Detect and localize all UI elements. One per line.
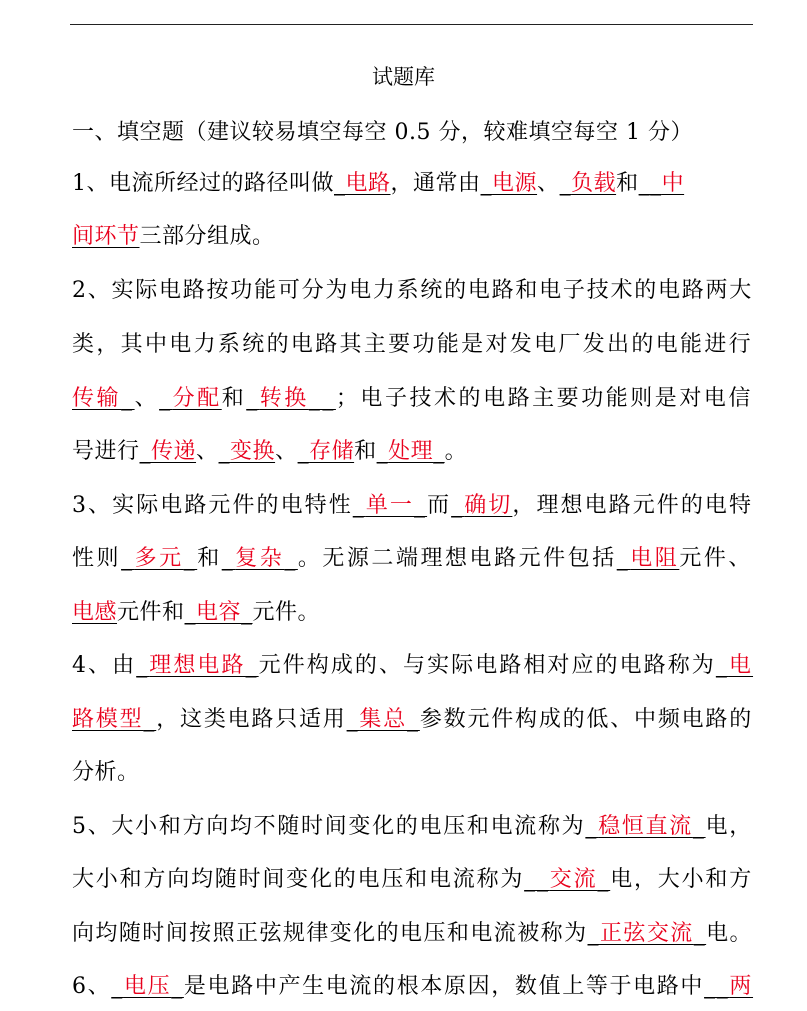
question-text-span: 元件。 — [252, 600, 321, 625]
header-rule — [70, 24, 753, 25]
question-text-span: 号进行 — [72, 439, 140, 464]
answer-text: 稳恒直流 — [598, 814, 693, 839]
question-text-span: 分析。 — [72, 760, 140, 785]
text-line — [72, 810, 753, 844]
answer-text: 路模型 — [72, 707, 144, 732]
blank-underline: _ — [284, 546, 298, 571]
answer-text: 交流 — [549, 867, 598, 892]
answer-text: 存储 — [309, 439, 355, 464]
blank-underline: _ — [692, 814, 706, 839]
blank-underline: _ — [246, 386, 260, 411]
question-text-span: 1、电流所经过的路径叫做 — [72, 171, 334, 196]
blank-underline: _ — [334, 171, 346, 196]
question-text-span: 元件和 — [117, 600, 185, 625]
text-line — [72, 489, 753, 523]
text-line — [72, 756, 140, 790]
blank-underline: _ — [451, 493, 465, 518]
blank-underline: _ — [297, 439, 310, 464]
text-line — [72, 167, 684, 201]
answer-text: 电容 — [196, 600, 242, 625]
blank-underline: __ — [524, 867, 550, 892]
text-line — [72, 328, 753, 362]
blank-underline: __ — [704, 974, 730, 999]
question-text-span: 。 — [444, 439, 468, 464]
question-text-span: ；电子技术的电路主要功能则是对电信 — [335, 386, 753, 411]
question-text-span: 、 — [196, 439, 219, 464]
question-text-span: 是电路中产生电流的根本原因，数值上等于电路中 — [183, 974, 705, 999]
blank-underline: _ — [480, 171, 493, 196]
blank-underline: _ — [559, 171, 572, 196]
question-text-span: 、 — [275, 439, 298, 464]
blank-underline: _ — [218, 439, 231, 464]
blank-underline: _ — [136, 653, 150, 678]
question-text-span: 4、由 — [72, 653, 137, 678]
answer-text: 单一 — [365, 493, 414, 518]
question-text-span: 和 — [354, 439, 377, 464]
blank-underline: _ — [352, 493, 366, 518]
blank-underline: _ — [121, 386, 135, 411]
text-line — [72, 863, 753, 897]
question-text-span: 向均随时间按照正弦规律变化的电压和电流被称为 — [72, 921, 588, 946]
page-title: 试题库 — [372, 65, 435, 89]
answer-text: 转换 — [259, 386, 309, 411]
section-heading: 一、填空题（建议较易填空每空 0.5 分，较难填空每空 1 分） — [72, 120, 693, 145]
blank-underline: __ — [308, 386, 336, 411]
blank-underline: _ — [143, 707, 157, 732]
blank-underline: _ — [245, 653, 259, 678]
question-text-span: 3、实际电路元件的电特性 — [72, 493, 353, 518]
blank-underline: _ — [183, 546, 198, 571]
question-text-span: 而 — [427, 493, 452, 518]
blank-underline: _ — [376, 439, 389, 464]
blank-underline: _ — [171, 974, 184, 999]
question-text-span: 和 — [616, 171, 639, 196]
blank-underline: _ — [407, 707, 420, 732]
answer-text: 集总 — [359, 707, 408, 732]
text-line — [72, 435, 467, 469]
answer-text: 间环节 — [72, 224, 140, 249]
answer-text: 传输 — [72, 386, 122, 411]
answer-text: 两 — [729, 974, 754, 999]
question-text-span: 电， — [705, 814, 753, 839]
question-text-span: 、 — [134, 386, 160, 411]
blank-underline: _ — [221, 546, 236, 571]
blank-underline: _ — [414, 493, 428, 518]
question-text-span: 6、 — [72, 974, 112, 999]
text-line — [72, 917, 753, 951]
answer-text: 确切 — [464, 493, 513, 518]
text-line — [72, 596, 320, 630]
answer-text: 电源 — [492, 171, 538, 196]
blank-underline: _ — [693, 921, 707, 946]
text-line — [72, 274, 753, 308]
blank-underline: _ — [715, 653, 729, 678]
question-text-span: 和 — [197, 546, 222, 571]
blank-underline: _ — [616, 546, 631, 571]
question-text-span: 、 — [537, 171, 560, 196]
question-text-span: 类，其中电力系统的电路其主要功能是对发电厂发出的电能进行 — [72, 332, 753, 357]
answer-text: 多元 — [134, 546, 184, 571]
question-text-span: 。无源二端理想电路元件包括 — [297, 546, 617, 571]
question-text-span: 三部分组成。 — [139, 224, 275, 249]
answer-text: 负载 — [571, 171, 617, 196]
blank-underline: _ — [121, 546, 135, 571]
question-text-span: 性则 — [72, 546, 122, 571]
blank-underline: _ — [139, 439, 152, 464]
text-line — [72, 382, 753, 416]
blank-underline: _ — [241, 600, 253, 625]
answer-text: 电 — [728, 653, 754, 678]
question-text-span: 参数元件构成的低、中频电路的 — [419, 707, 754, 732]
blank-underline: _ — [159, 386, 173, 411]
answer-text: 处理 — [388, 439, 434, 464]
answer-text: 复杂 — [235, 546, 285, 571]
blank-underline: _ — [585, 814, 599, 839]
text-line — [72, 703, 753, 737]
text-line — [72, 220, 275, 254]
question-text-span: 和 — [221, 386, 247, 411]
question-text-span: 大小和方向均随时间变化的电压和电流称为 — [72, 867, 525, 892]
question-text-span: ，通常由 — [390, 171, 481, 196]
text-line — [72, 542, 753, 576]
question-text-span: 2、实际电路按功能可分为电力系统的电路和电子技术的电路两大 — [72, 278, 753, 303]
blank-underline: _ — [346, 707, 360, 732]
question-text-span: ，这类电路只适用 — [156, 707, 347, 732]
question-text-span: ，理想电路元件的电特 — [512, 493, 754, 518]
answer-text: 传递 — [151, 439, 197, 464]
question-text-span: 5、大小和方向均不随时间变化的电压和电流称为 — [72, 814, 586, 839]
question-text-span: 电，大小和方 — [610, 867, 753, 892]
blank-underline: _ — [184, 600, 197, 625]
answer-text: 变换 — [230, 439, 276, 464]
answer-text: 分配 — [172, 386, 222, 411]
question-text-span: 元件构成的、与实际电路相对应的电路称为 — [258, 653, 716, 678]
blank-underline: _ — [597, 867, 611, 892]
blank-underline: _ — [111, 974, 124, 999]
answer-text: 正弦交流 — [599, 921, 694, 946]
text-line — [72, 649, 753, 683]
answer-text: 电压 — [123, 974, 172, 999]
answer-text: 电感 — [72, 600, 118, 625]
question-text-span: 元件、 — [679, 546, 753, 571]
answer-text: 电阻 — [630, 546, 680, 571]
answer-text: 理想电路 — [149, 653, 246, 678]
answer-text: 中 — [661, 171, 685, 196]
blank-underline: _ — [587, 921, 600, 946]
blank-underline: __ — [638, 171, 662, 196]
text-line — [72, 970, 753, 1004]
question-text-span: 电。 — [706, 921, 753, 946]
answer-text: 电路 — [345, 171, 391, 196]
blank-underline: _ — [433, 439, 445, 464]
